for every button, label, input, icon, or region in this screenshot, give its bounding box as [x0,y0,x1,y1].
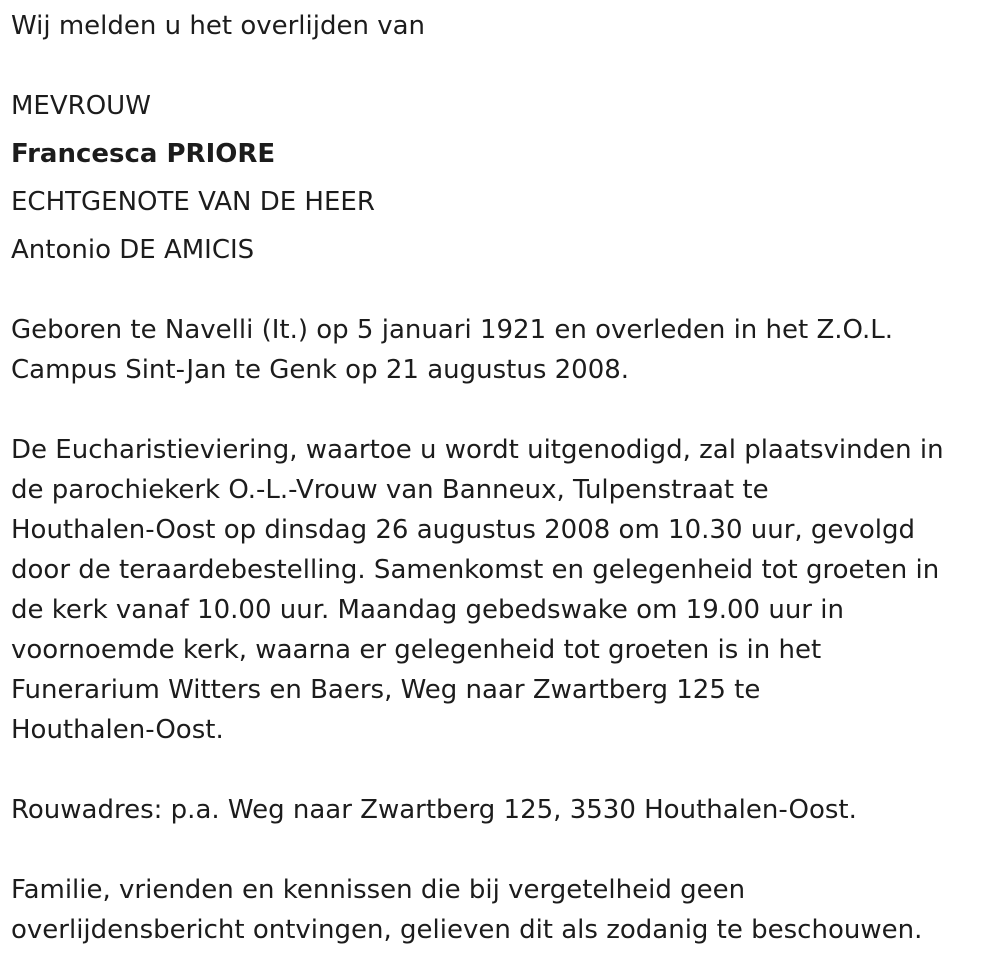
ceremony-line: de parochiekerk O.-L.-Vrouw van Banneux, Tulpenstraat te [11,475,769,505]
deceased-name: Francesca PRIORE [11,139,276,169]
spouse-prefix: ECHTGENOTE VAN DE HEER [11,187,375,217]
ceremony-line: de kerk vanaf 10.00 uur. Maandag gebedswake om 19.00 uur in [11,595,844,625]
intro-text: Wij melden u het overlijden van [11,11,426,41]
address-line: Rouwadres: p.a. Weg naar Zwartberg 125, 3530 Houthalen-Oost. [11,795,857,825]
title-prefix: MEVROUW [11,91,151,121]
birth-death-line: Geboren te Navelli (It.) op 5 januari 1921 en overleden in het Z.O.L. [11,315,893,345]
ceremony-line: Funerarium Witters en Baers, Weg naar Zwartberg 125 te [11,675,761,705]
ceremony-line: De Eucharistieviering, waartoe u wordt uitgenodigd, zal plaatsvinden in [11,435,944,465]
ceremony-line: door de teraardebestelling. Samenkomst en gelegenheid tot groeten in [11,555,940,585]
closing-line: Familie, vrienden en kennissen die bij vergetelheid geen [11,875,746,905]
birth-death-line: Campus Sint-Jan te Genk op 21 augustus 2008. [11,355,630,385]
ceremony-line: Houthalen-Oost op dinsdag 26 augustus 2008 om 10.30 uur, gevolgd [11,515,915,545]
spouse-name: Antonio DE AMICIS [11,235,255,265]
ceremony-line: voornoemde kerk, waarna er gelegenheid tot groeten is in het [11,635,822,665]
closing-line: overlijdensbericht ontvingen, gelieven dit als zodanig te beschouwen. [11,915,923,945]
ceremony-line: Houthalen-Oost. [11,715,224,745]
